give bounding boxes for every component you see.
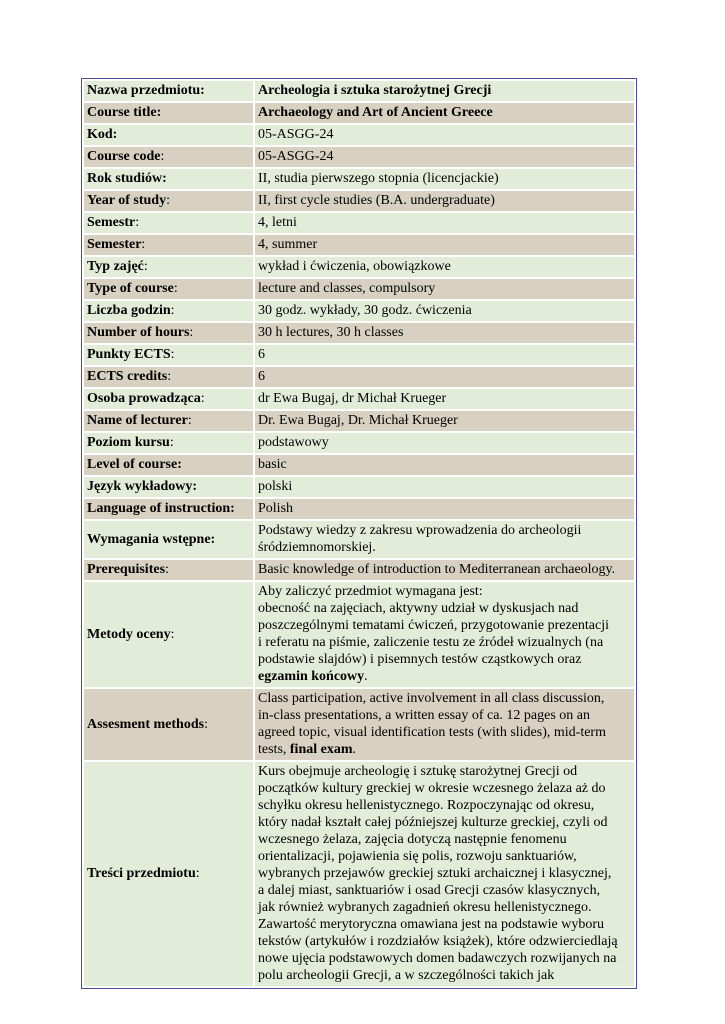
table-row	[84, 433, 634, 453]
field-value	[255, 762, 634, 986]
field-label-suffix: :	[170, 626, 175, 642]
field-value-text: 6	[258, 347, 265, 362]
field-value-text: polski	[258, 479, 293, 494]
field-value	[255, 213, 634, 233]
field-value-line: in-class presentations, a written essay of ca. 12 pages on an	[258, 708, 591, 723]
field-label	[84, 81, 253, 101]
field-label-text: Number of hours	[87, 325, 190, 340]
field-value	[255, 455, 634, 475]
field-value-text: podstawowy	[258, 435, 329, 450]
field-value	[255, 499, 634, 519]
field-value	[255, 169, 634, 189]
field-label-text: Wymagania wstępne:	[87, 531, 216, 547]
field-value-line: i referatu na piśmie, zaliczenie testu ze źródeł wizualnych (na	[258, 635, 604, 650]
field-label-text: Name of lecturer	[87, 413, 188, 428]
field-label-text: Nazwa przedmiotu:	[87, 83, 205, 98]
field-label	[84, 301, 253, 321]
field-label	[84, 582, 253, 687]
field-value	[255, 279, 634, 299]
field-label	[84, 125, 253, 145]
field-label	[84, 279, 253, 299]
field-label	[84, 345, 253, 365]
table-row	[84, 323, 634, 343]
field-label-suffix: :	[135, 215, 140, 230]
field-label-text: Prerequisites	[87, 562, 166, 577]
field-label	[84, 191, 253, 211]
field-label	[84, 235, 253, 255]
field-value	[255, 433, 634, 453]
field-label-text: Poziom kursu	[87, 435, 170, 450]
field-value-emphasis: egzamin końcowy	[258, 669, 365, 684]
field-value-line: wczesnego żelaza, zajęcia dotyczą następnie fenomenu	[258, 832, 567, 847]
field-value-line: Class participation, active involvement in all class discussion,	[258, 691, 605, 706]
field-label-suffix: :	[169, 435, 174, 450]
field-value-line: a dalej miast, sanktuariów i osad Grecji czasów klasycznych,	[258, 883, 601, 898]
field-label-text: Typ zajęć	[87, 259, 144, 274]
table-row	[84, 411, 634, 431]
field-label-text: Semestr	[87, 215, 136, 230]
field-value-line: Zawartość merytoryczna omawiana jest na podstawie wyboru	[258, 917, 604, 932]
field-value-text: 30 godz. wykłady, 30 godz. ćwiczenia	[258, 303, 472, 318]
field-label-text: Metody oceny	[87, 626, 171, 642]
field-label-suffix: :	[141, 237, 146, 252]
field-label-text: Course code	[87, 149, 161, 164]
field-value-line: schyłku okresu hellenistycznego. Rozpoczynając od okresu,	[258, 798, 595, 813]
field-value-line: poszczególnymi tematami ćwiczeń, przygotowanie prezentacji	[258, 618, 610, 633]
field-value-text: tests,	[258, 742, 290, 757]
field-value-line: początków kultury greckiej w okresie wczesnego żelaza aż do	[258, 781, 606, 796]
table-row	[84, 191, 634, 211]
field-value-text: Archaeology and Art of Ancient Greece	[258, 105, 493, 120]
field-value-line: agreed topic, visual identification tests (with slides), mid-term	[258, 725, 606, 740]
field-label-text: Assesment methods	[87, 716, 205, 732]
table-row	[84, 477, 634, 497]
table-row	[84, 499, 634, 519]
table-row	[84, 257, 634, 277]
field-value-line: Kurs obejmuje archeologię i sztukę starożytnej Grecji od	[258, 764, 578, 779]
field-label-text: Język wykładowy:	[87, 479, 198, 494]
field-value	[255, 582, 634, 687]
field-value-text: 6	[258, 369, 265, 384]
field-value	[255, 477, 634, 497]
field-label	[84, 367, 253, 387]
field-label	[84, 689, 253, 760]
field-value-line	[258, 668, 632, 685]
field-label	[84, 477, 253, 497]
field-value-text: 4, letni	[258, 215, 297, 230]
field-value-line: Aby zaliczyć przedmiot wymagana jest:	[258, 584, 483, 599]
field-value-text: 30 h lectures, 30 h classes	[258, 325, 404, 340]
field-label	[84, 389, 253, 409]
field-value-text: Polish	[258, 501, 294, 516]
table-row	[84, 389, 634, 409]
field-label-text: Language of instruction:	[87, 501, 235, 516]
field-label	[84, 411, 253, 431]
table-row	[84, 147, 634, 167]
field-label-text: Course title:	[87, 105, 162, 120]
field-label-text: Rok studiów:	[87, 171, 167, 186]
field-value-text: Dr. Ewa Bugaj, Dr. Michał Krueger	[258, 413, 458, 428]
field-value	[255, 147, 634, 167]
field-label-text: Osoba prowadząca	[87, 391, 201, 406]
syllabus-table	[81, 78, 637, 989]
field-label-suffix: :	[170, 347, 175, 362]
field-value-text: .	[364, 669, 368, 684]
field-value-text: dr Ewa Bugaj, dr Michał Krueger	[258, 391, 447, 406]
field-value	[255, 323, 634, 343]
field-label-suffix: :	[200, 391, 205, 406]
field-value-emphasis: final exam	[289, 742, 353, 757]
field-label-suffix: :	[187, 413, 192, 428]
field-value	[255, 345, 634, 365]
field-label	[84, 213, 253, 233]
field-value-text: Basic knowledge of introduction to Mediterranean archaeology.	[258, 562, 616, 577]
field-value-text: Archeologia i sztuka starożytnej Grecji	[258, 83, 492, 98]
field-value-line: polu archeologii Grecji, a w szczególności takich jak	[258, 968, 555, 983]
field-label-suffix: :	[160, 149, 165, 164]
table-row	[84, 345, 634, 365]
field-label-text: Semester	[87, 237, 142, 252]
table-row	[84, 125, 634, 145]
field-label-suffix: :	[170, 303, 175, 318]
field-label-text: Year of study	[87, 193, 167, 208]
field-value	[255, 257, 634, 277]
field-label	[84, 762, 253, 986]
field-value-line: nowe ujęcia podstawowych domen badawczych rozwijanych na	[258, 951, 617, 966]
field-value-line: podstawie slajdów) i pisemnych testów cząstkowych oraz	[258, 652, 582, 667]
field-label-text: Kod:	[87, 127, 118, 142]
field-label-text: Level of course:	[87, 457, 182, 472]
field-value-text: 05-ASGG-24	[258, 127, 334, 142]
field-label-text: ECTS credits	[87, 369, 168, 384]
field-value	[255, 560, 634, 580]
field-value	[255, 125, 634, 145]
field-value-text: 4, summer	[258, 237, 318, 252]
field-label	[84, 169, 253, 189]
field-label-suffix: :	[166, 193, 170, 208]
field-value-text: II, studia pierwszego stopnia (licencjackie)	[258, 171, 499, 186]
field-value-text: II, first cycle studies (B.A. undergraduate)	[258, 193, 495, 208]
field-label-text: Punkty ECTS	[87, 347, 171, 362]
table-row	[84, 762, 634, 986]
table-row	[84, 560, 634, 580]
field-value-line: obecność na zajęciach, aktywny udział w dyskusjach nad	[258, 601, 579, 616]
table-row	[84, 81, 634, 101]
table-row	[84, 235, 634, 255]
field-label-suffix: :	[195, 866, 200, 881]
field-value-line: śródziemnomorskiej.	[258, 540, 376, 555]
field-value	[255, 301, 634, 321]
table-row	[84, 169, 634, 189]
table-row	[84, 279, 634, 299]
field-label	[84, 147, 253, 167]
table-row	[84, 213, 634, 233]
field-value	[255, 689, 634, 760]
field-label-suffix: :	[204, 716, 208, 732]
field-value	[255, 191, 634, 211]
field-value	[255, 521, 634, 558]
table-row	[84, 582, 634, 687]
table-row	[84, 455, 634, 475]
field-value-line	[258, 741, 632, 758]
field-value-line: wybranych przejawów greckiej sztuki archaicznej i klasycznej,	[258, 866, 612, 881]
field-value-line: tekstów (artykułów i rozdziałów książek), które odzwierciedlają	[258, 934, 618, 949]
field-value	[255, 367, 634, 387]
field-label	[84, 499, 253, 519]
field-label-text: Treści przedmiotu	[87, 866, 196, 881]
field-value-text: 05-ASGG-24	[258, 149, 334, 164]
table-row	[84, 689, 634, 760]
field-value	[255, 81, 634, 101]
field-value	[255, 411, 634, 431]
field-label	[84, 103, 253, 123]
field-label	[84, 455, 253, 475]
field-label	[84, 323, 253, 343]
field-label-suffix: :	[143, 259, 148, 274]
field-label-suffix: :	[173, 281, 178, 296]
field-label-text: Liczba godzin	[87, 303, 171, 318]
field-label	[84, 257, 253, 277]
field-label-text: Type of course	[87, 281, 174, 296]
field-value-text: wykład i ćwiczenia, obowiązkowe	[258, 259, 451, 274]
field-value	[255, 389, 634, 409]
table-row	[84, 301, 634, 321]
field-label	[84, 560, 253, 580]
table-row	[84, 521, 634, 558]
field-value	[255, 103, 634, 123]
field-value-text: .	[352, 742, 356, 757]
table-row	[84, 103, 634, 123]
field-label	[84, 521, 253, 558]
field-value	[255, 235, 634, 255]
field-value-line: który nadał kształt całej późniejszej kulturze greckiej, czyli od	[258, 815, 608, 830]
field-label-suffix: :	[189, 325, 194, 340]
field-label	[84, 433, 253, 453]
field-label-suffix: :	[167, 369, 172, 384]
field-value-line: orientalizacji, pojawienia się polis, rozwoju sanktuariów,	[258, 849, 577, 864]
field-value-line: jak również wybranych zagadnień okresu hellenistycznego.	[258, 900, 592, 915]
field-value-line: Podstawy wiedzy z zakresu wprowadzenia do archeologii	[258, 523, 582, 538]
field-label-suffix: :	[165, 562, 169, 577]
field-value-text: basic	[258, 457, 287, 472]
field-value-text: lecture and classes, compulsory	[258, 281, 436, 296]
table-row	[84, 367, 634, 387]
